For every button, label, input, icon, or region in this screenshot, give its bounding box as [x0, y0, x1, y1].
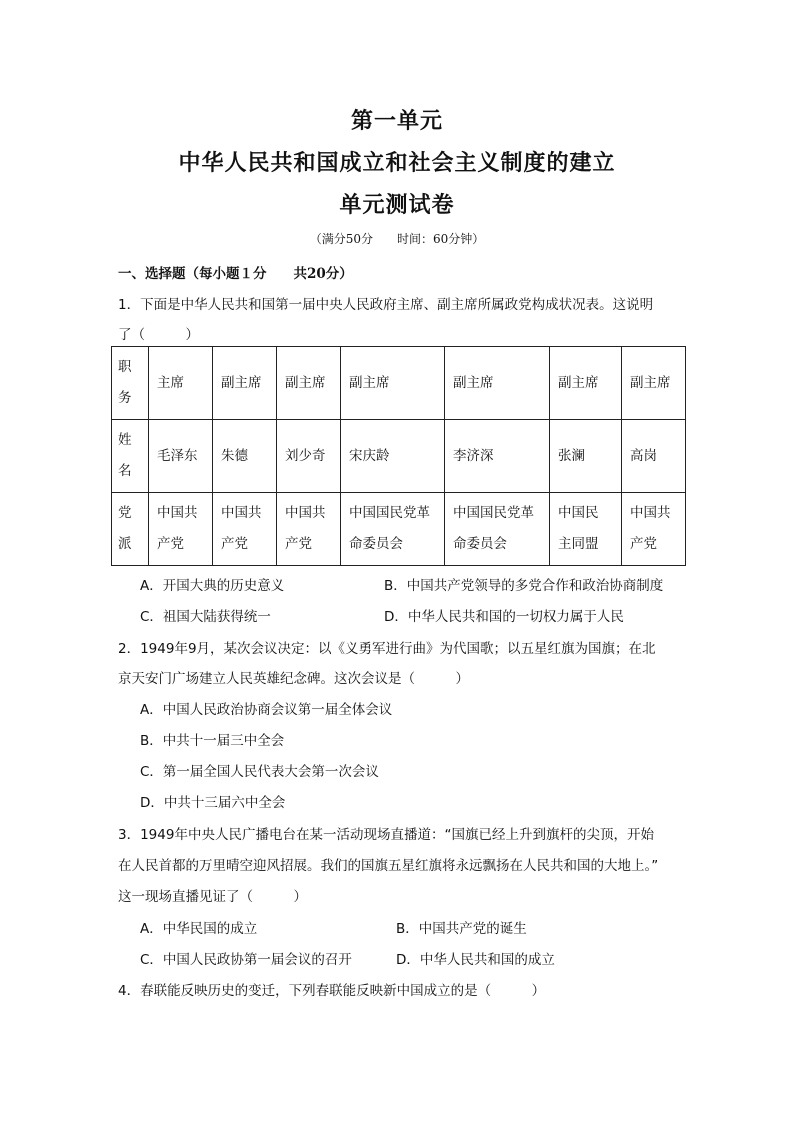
party-text: 中国民主同盟 — [558, 505, 599, 552]
party-text: 中国共产党 — [630, 505, 671, 552]
table-cell: 毛泽东 — [149, 420, 213, 493]
unit-title: 第一单元 — [350, 108, 443, 134]
table-cell: 副主席 — [550, 347, 622, 420]
table-cell: 副主席 — [341, 347, 445, 420]
party-text: 中国共产党 — [221, 505, 262, 552]
party-text: 中国共产党 — [157, 505, 198, 552]
table-cell: 高岗 — [622, 420, 686, 493]
q3-option-a[interactable]: A．中华民国的成立 — [140, 921, 258, 937]
row-header-party — [112, 493, 149, 566]
table-cell — [149, 493, 213, 566]
table-cell — [622, 493, 686, 566]
section-heading: 一、选择题（每小题１分 共20分） — [118, 266, 353, 282]
row-header-text: 党派 — [118, 505, 132, 552]
q2-option-a[interactable]: A．中国人民政治协商会议第一届全体会议 — [140, 702, 393, 718]
q1-option-d[interactable]: D．中华人民共和国的一切权力属于人民 — [384, 609, 624, 625]
question-1-line-1: 1．下面是中华人民共和国第一届中央人民政府主席、副主席所属政党构成状况表。这说明 — [118, 297, 654, 313]
question-3-line-2: 在人民首都的万里晴空迎风招展。我们的国旗五星红旗将永远飘扬在人民共和国的大地上。” — [118, 858, 659, 874]
question-2-line-2: 京天安门广场建立人民英雄纪念碑。这次会议是（ ） — [118, 671, 469, 687]
q2-option-d[interactable]: D．中共十三届六中全会 — [140, 795, 286, 811]
q1-option-a[interactable]: A．开国大典的历史意义 — [140, 578, 285, 594]
row-header-text: 职务 — [118, 359, 132, 406]
q1-option-b[interactable]: B．中国共产党领导的多党合作和政治协商制度 — [384, 578, 664, 594]
table-cell: 张澜 — [550, 420, 622, 493]
table-row-positions — [112, 347, 686, 420]
table-cell: 副主席 — [213, 347, 277, 420]
party-text: 中国国民党革命委员会 — [349, 505, 430, 552]
table-row-parties — [112, 493, 686, 566]
table-cell — [341, 493, 445, 566]
table-cell — [213, 493, 277, 566]
table-cell — [445, 493, 550, 566]
table-row-names — [112, 420, 686, 493]
row-header-text: 姓名 — [118, 432, 132, 479]
question-3-line-1: 3．1949年中央人民广播电台在某一活动现场直播道：“国旗已经上升到旗杆的尖顶，开始 — [118, 827, 654, 843]
table-cell: 朱德 — [213, 420, 277, 493]
q3-option-b[interactable]: B．中国共产党的诞生 — [396, 921, 527, 937]
table-cell — [277, 493, 341, 566]
table-cell: 副主席 — [445, 347, 550, 420]
row-header-name — [112, 420, 149, 493]
exam-meta: （满分50分 时间：60分钟） — [309, 232, 485, 246]
party-text: 中国共产党 — [285, 505, 326, 552]
question-2-line-1: 2．1949年9月，某次会议决定：以《义勇军进行曲》为代国歌；以五星红旗为国旗；在北 — [118, 641, 656, 657]
leaders-table — [111, 346, 686, 566]
table-cell — [550, 493, 622, 566]
table-cell: 主席 — [149, 347, 213, 420]
q2-option-b[interactable]: B．中共十一届三中全会 — [140, 733, 285, 749]
question-4-line-1: 4．春联能反映历史的变迁，下列春联能反映新中国成立的是（ ） — [118, 983, 546, 999]
question-1-line-2: 了（ ） — [118, 327, 199, 343]
q1-option-c[interactable]: C．祖国大陆获得统一 — [140, 609, 271, 625]
q3-option-d[interactable]: D．中华人民共和国的成立 — [396, 952, 555, 968]
q3-option-c[interactable]: C．中国人民政协第一届会议的召开 — [140, 952, 352, 968]
question-3-line-3: 这一现场直播见证了（ ） — [118, 889, 307, 905]
table-cell: 副主席 — [277, 347, 341, 420]
page-title: 中华人民共和国成立和社会主义制度的建立 — [178, 150, 616, 176]
table-cell: 宋庆龄 — [341, 420, 445, 493]
party-text: 中国国民党革命委员会 — [453, 505, 534, 552]
q2-option-c[interactable]: C．第一届全国人民代表大会第一次会议 — [140, 764, 379, 780]
row-header-position — [112, 347, 149, 420]
page-subtitle: 单元测试卷 — [339, 192, 455, 218]
table-cell: 李济深 — [445, 420, 550, 493]
table-cell: 刘少奇 — [277, 420, 341, 493]
table-cell: 副主席 — [622, 347, 686, 420]
